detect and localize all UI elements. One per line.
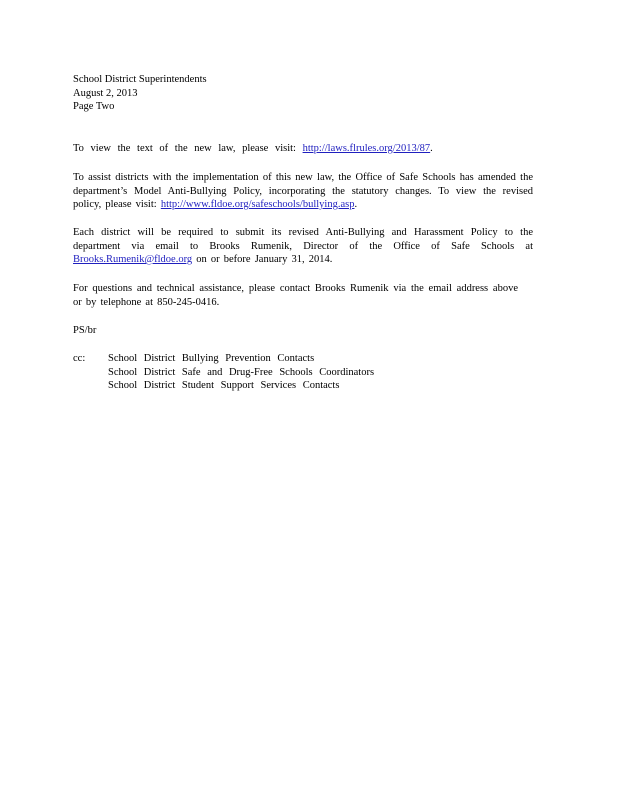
paragraph-submission-end: on or before January 31, 2014.	[196, 254, 333, 265]
recipient-line: School District Superintendents	[73, 74, 207, 85]
date-line: August 2, 2013	[73, 87, 138, 99]
paragraph-new-law-end: .	[430, 143, 433, 154]
paragraph-contact	[73, 282, 518, 309]
laws-link[interactable]: http://laws.flrules.org/2013/87	[302, 143, 431, 154]
paragraph-policy-end: .	[354, 199, 358, 210]
cc-label: cc:	[73, 353, 86, 364]
paragraph-submission	[73, 226, 533, 267]
page-number-line: Page Two	[73, 101, 115, 112]
initials: PS/br	[73, 325, 97, 336]
bullying-policy-link[interactable]: http://www.fldoe.org/safeschools/bullying.asp	[160, 199, 355, 210]
cc-item: School District Bullying Prevention Contacts	[108, 353, 315, 364]
paragraph-policy	[73, 171, 533, 212]
paragraph-contact-text: For questions and technical assistance, please contact Brooks Rumenik via the email address above or by telephone at 850-245-0416.	[73, 283, 518, 308]
cc-item: School District Safe and Drug-Free Schools Coordinators	[108, 366, 375, 378]
letter-header	[73, 73, 207, 114]
cc-item: School District Student Support Services Contacts	[108, 380, 340, 391]
cc-list	[108, 352, 374, 393]
paragraph-policy-text: To assist districts with the implementation of this new law, the Office of Safe Schools has amended the department’s Model Anti-Bullying Policy, incorporating the statutory changes. To view the revised policy, please visit:	[73, 172, 533, 210]
paragraph-new-law	[73, 142, 433, 156]
email-link[interactable]: Brooks.Rumenik@fldoe.org	[73, 254, 193, 265]
paragraph-new-law-text: To view the text of the new law, please visit:	[73, 143, 296, 154]
paragraph-submission-text: Each district will be required to submit its revised Anti-Bullying and Harassment Policy to the department via email to Brooks Rumenik, Director of the Office of Safe Schools at	[73, 227, 533, 252]
